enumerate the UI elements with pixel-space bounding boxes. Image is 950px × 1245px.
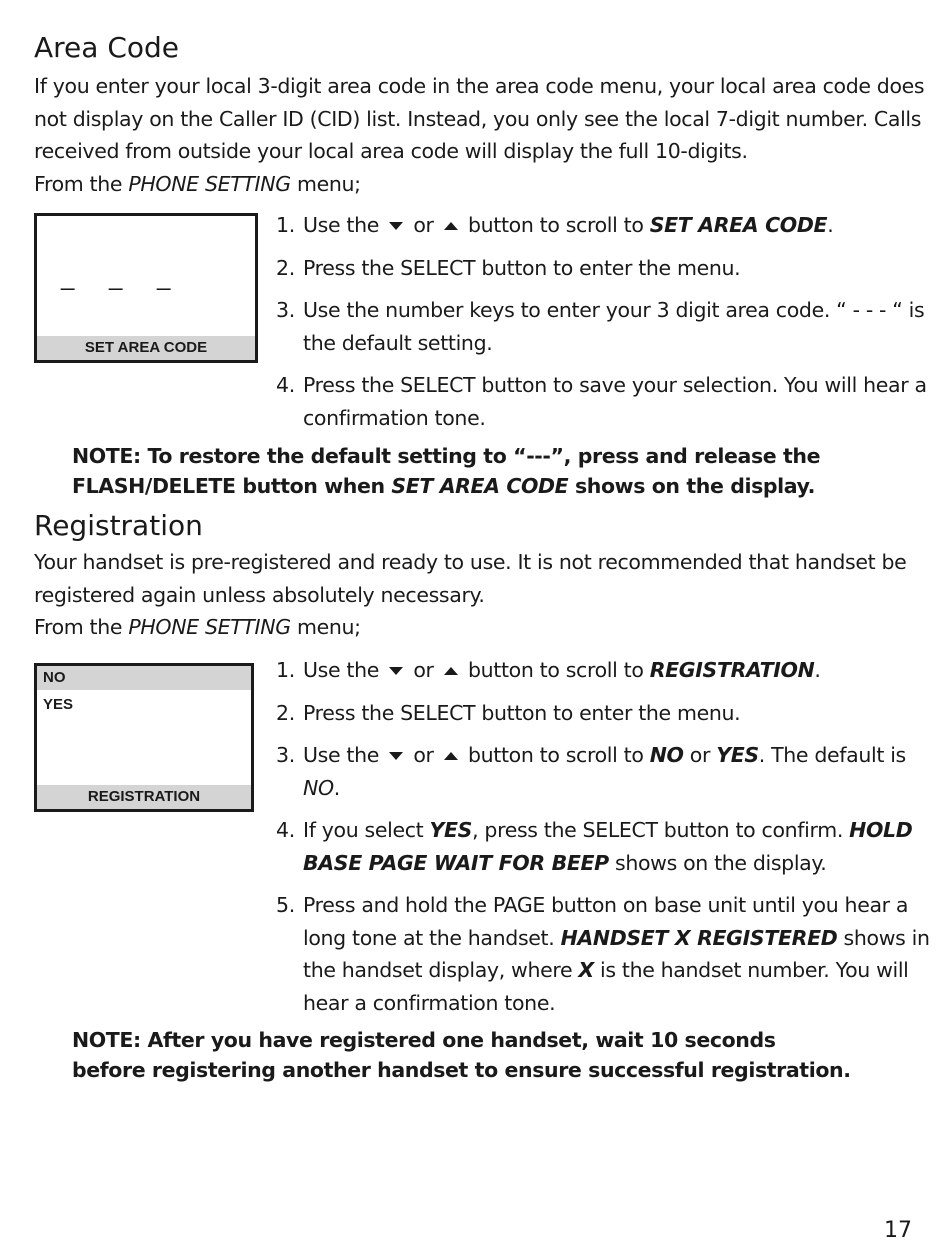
area-code-dashes: _ _ _ [61, 264, 185, 291]
step-text: , press the SELECT button to confirm. [472, 818, 850, 842]
registration-note [72, 1025, 922, 1085]
step-text: Press the SELECT button to enter the menu. [303, 255, 741, 280]
note-line: NOTE: After you have registered one handset, wait 10 seconds [72, 1028, 776, 1052]
down-arrow-icon [389, 752, 403, 760]
step-text: is the handset number. You will hear a confirmation tone. [303, 958, 909, 1015]
registration-intro-text: Your handset is pre-registered and ready to use. It is not recommended that handset be registered again unless absolutely necessary. [34, 550, 907, 607]
step-text: If you select [303, 818, 430, 842]
menu-target: SET AREA CODE [649, 213, 828, 237]
step-text: shows in the handset display, where [303, 925, 930, 982]
step-item [276, 697, 941, 730]
up-arrow-icon [444, 667, 458, 675]
lcd-title: REGISTRATION [37, 785, 251, 809]
step-number: 5. [276, 893, 295, 917]
from-prefix: From the [34, 171, 129, 196]
from-suffix: menu; [290, 615, 361, 639]
registration-steps [276, 654, 941, 1029]
note-emphasis: SET AREA CODE [391, 474, 569, 498]
step-text: . [814, 658, 821, 682]
step-item [276, 369, 941, 434]
step-text: . [333, 775, 340, 800]
registration-from-menu [34, 611, 934, 644]
note-text: NOTE: To restore the default setting to “---”, press and release the FLASH/DELETE button when [72, 444, 821, 498]
menu-name: PHONE SETTING [128, 171, 291, 196]
option-no: NO [649, 743, 684, 767]
area-code-note [72, 441, 922, 501]
step-number: 1. [276, 213, 295, 237]
step-text: or [683, 743, 717, 767]
step-item [276, 739, 941, 804]
step-item [276, 814, 941, 879]
display-message: HANDSET X REGISTERED [560, 925, 838, 950]
note-text: shows on the display. [568, 474, 816, 498]
step-text: Use the number keys to enter your 3 digit area code. “ - - - “ is the default setting. [303, 298, 925, 355]
step-text: button to scroll to [467, 658, 650, 682]
step-text: Press the SELECT button to enter the menu. [303, 700, 741, 725]
from-suffix: menu; [290, 171, 361, 196]
down-arrow-icon [389, 222, 403, 230]
from-prefix: From the [34, 615, 129, 639]
step-text: shows on the display. [608, 850, 827, 875]
area-code-steps [276, 209, 941, 444]
step-item [276, 889, 941, 1019]
registration-intro [34, 546, 934, 644]
step-item [276, 294, 941, 359]
lcd-title: SET AREA CODE [37, 336, 255, 360]
step-text: Press and hold the PAGE button on base unit until you hear a long tone at the handset. [303, 893, 909, 950]
step-text: Press the SELECT button to save your selection. You will hear a confirmation tone. [303, 373, 927, 430]
registration-lcd [34, 663, 254, 812]
option-yes: YES [716, 743, 759, 767]
step-number: 4. [276, 818, 295, 842]
set-area-code-lcd [34, 213, 258, 363]
up-arrow-icon [444, 752, 458, 760]
step-text: button to scroll to [467, 213, 650, 237]
lcd-option: YES [43, 696, 74, 713]
down-arrow-icon [389, 667, 403, 675]
menu-name: PHONE SETTING [128, 615, 291, 639]
lcd-option-selected: NO [37, 666, 251, 690]
step-text: button to scroll to [467, 743, 650, 767]
up-arrow-icon [444, 222, 458, 230]
step-text: Use the [303, 213, 380, 237]
step-number: 2. [276, 700, 295, 725]
area-code-from-menu [34, 168, 934, 201]
display-message: HOLD BASE PAGE WAIT FOR BEEP [303, 818, 913, 875]
step-text: or [413, 743, 434, 767]
step-item [276, 252, 941, 285]
page-number: 17 [884, 1218, 912, 1243]
step-text: or [413, 213, 434, 237]
step-text: Use the [303, 743, 380, 767]
step-item [276, 209, 941, 242]
area-code-intro-text: If you enter your local 3-digit area code in the area code menu, your local area code does not display on the Caller ID (CID) list. Instead, you only see the local 7-digit number. Calls received from outside your local area code will display the full 10-digits. [34, 74, 925, 163]
default-value: NO [303, 775, 334, 800]
area-code-intro [34, 70, 934, 200]
step-number: 4. [276, 373, 295, 397]
option-yes: YES [429, 818, 473, 842]
note-line: before registering another handset to ensure successful registration. [72, 1058, 851, 1082]
handset-variable: X [578, 958, 594, 982]
step-number: 2. [276, 255, 295, 280]
menu-target: REGISTRATION [649, 658, 815, 682]
step-text: . The default is [758, 743, 906, 767]
step-number: 3. [276, 298, 295, 322]
step-number: 1. [276, 658, 295, 682]
step-text: or [413, 658, 434, 682]
step-number: 3. [276, 743, 295, 767]
area-code-heading: Area Code [34, 31, 180, 64]
registration-heading: Registration [34, 509, 203, 542]
step-text: . [827, 213, 834, 237]
step-text: Use the [303, 658, 380, 682]
step-item [276, 654, 941, 687]
